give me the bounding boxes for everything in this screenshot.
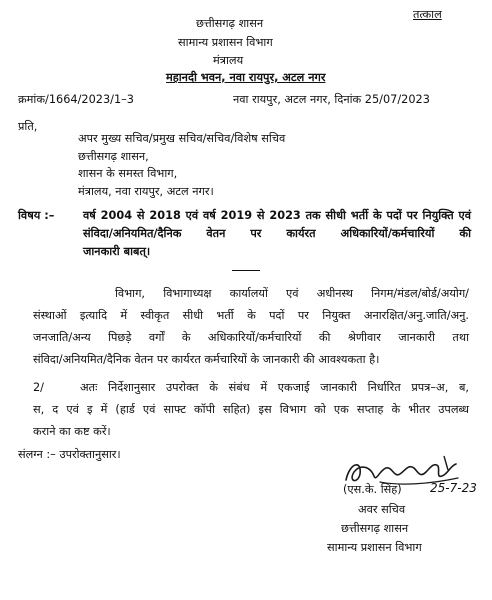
header-address: महानदी भवन, नवा रायपुर, अटल नगर <box>166 71 326 84</box>
subject-line-2: संविदा/अनियमित/दैनिक वेतन पर कार्यरत अधिकारियों/कर्मचारियों की <box>83 227 471 240</box>
header-mantralaya: मंत्रालय <box>213 54 244 67</box>
header-department: सामान्य प्रशासन विभाग <box>178 36 273 49</box>
paragraph-2-line-2: स, द एवं इ में (हार्ड एवं साफ्ट कॉपी सहित) इस विभाग को एक सप्ताह के भीतर उपलब्ध <box>33 403 469 416</box>
reference-number: क्रमांक/1664/2023/1–3 <box>18 93 134 106</box>
urgent-label: तत्काल <box>413 8 442 21</box>
prati-label: प्रति, <box>18 120 38 133</box>
paragraph-1-line-4: संविदा/अनियमित/दैनिक वेतन पर कार्यरत कर्मचारियों के जानकारी की आवश्यकता है। <box>33 353 380 366</box>
separator-line <box>232 270 260 271</box>
paragraph-2-number: 2/ <box>33 381 44 394</box>
subject-label: विषय :– <box>18 209 55 222</box>
place-and-date: नवा रायपुर, अटल नगर, दिनांक 25/07/2023 <box>233 93 430 106</box>
signatory-name: (एस.के. सिंह) <box>343 483 402 496</box>
handwritten-date: 25-7-23 <box>430 481 477 495</box>
paragraph-1-line-2: संस्थाओं इत्यादि में स्वीकृत सीधी भर्ती के पदों पर नियुक्त अनारक्षित/अनु.जाति/अनु. <box>33 309 469 322</box>
addressee-line-2: छत्तीसगढ़ शासन, <box>78 150 149 163</box>
paragraph-2-line-3: कराने का कष्ट करें। <box>33 425 111 438</box>
paragraph-1-line-1: विभाग, विभागाध्यक्ष कार्यालयों एवं अधीनस्थ निगम/मंडल/बोर्ड/अयोग/ <box>115 287 469 300</box>
header-government: छत्तीसगढ़ शासन <box>196 17 264 30</box>
paragraph-2-line-1: अतः निर्देशानुसार उपरोक्त के संबंध में एकजाई जानकारी निर्धारित प्रपत्र–अ, ब, <box>80 381 469 394</box>
signatory-department: सामान्य प्रशासन विभाग <box>327 541 422 554</box>
signatory-government: छत्तीसगढ़ शासन <box>341 522 409 535</box>
subject-line-3: जानकारी बाबत्। <box>83 245 151 258</box>
paragraph-1-line-3: जनजाति/अन्य पिछड़े वर्गों के अधिकारियों/कर्मचारियों की श्रेणीवार जानकारी तथा <box>33 331 469 344</box>
enclosure-line: संलग्न :– उपरोक्तानुसार। <box>18 448 121 461</box>
subject-line-1: वर्ष 2004 से 2018 एवं वर्ष 2019 से 2023 तक सीधी भर्ती के पदों पर नियुक्ति एवं <box>83 209 471 222</box>
addressee-line-4: मंत्रालय, नवा रायपुर, अटल नगर। <box>78 185 214 198</box>
signatory-designation: अवर सचिव <box>358 503 406 516</box>
addressee-line-1: अपर मुख्य सचिव/प्रमुख सचिव/सचिव/विशेष सचिव <box>78 132 286 145</box>
addressee-line-3: शासन के समस्त विभाग, <box>78 167 178 180</box>
